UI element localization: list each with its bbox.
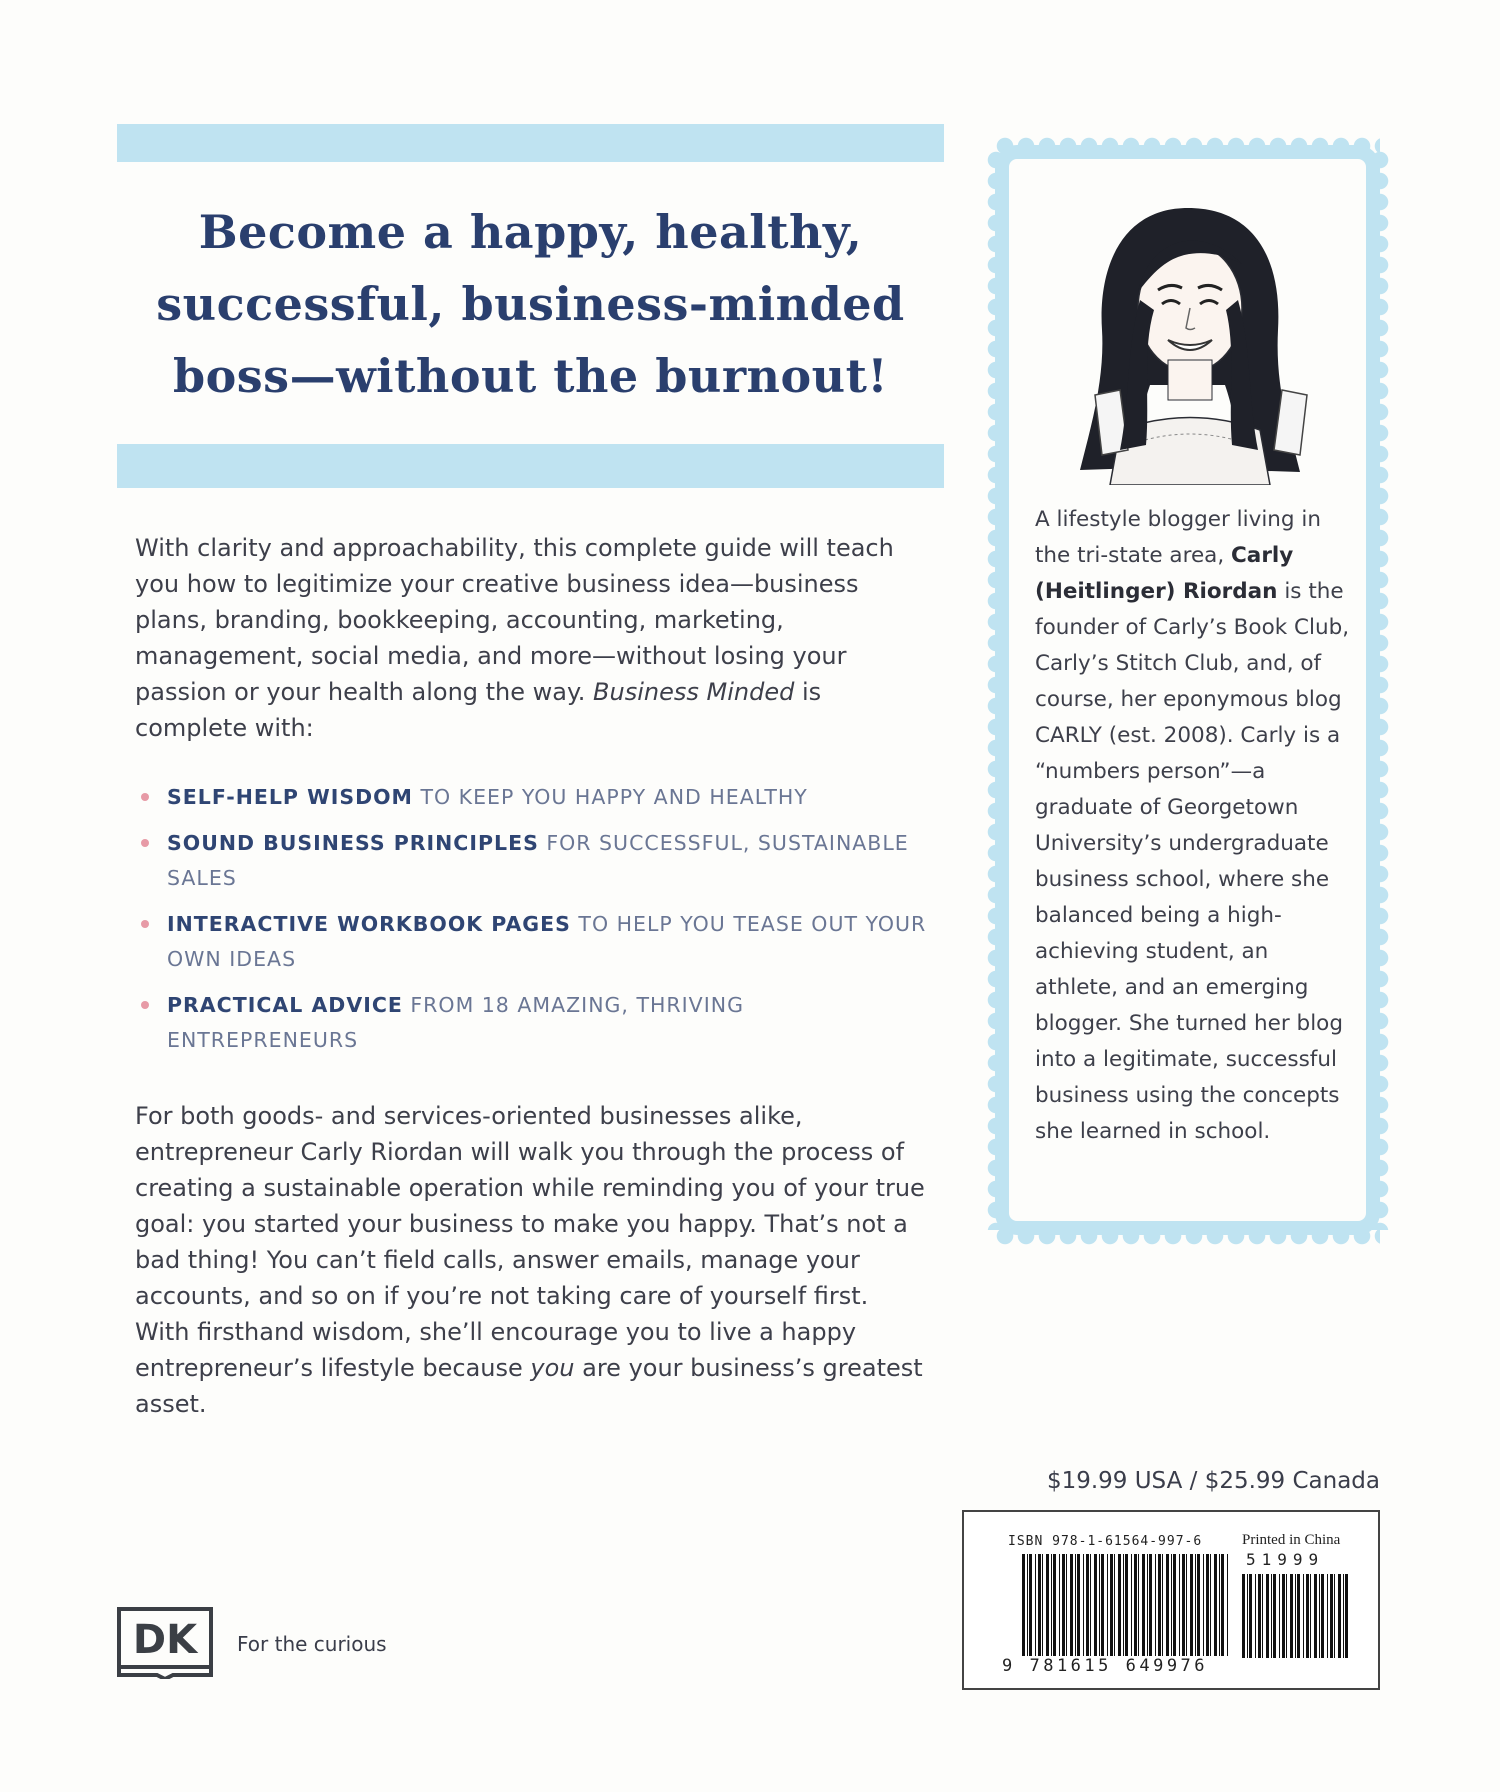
barcode-bar [1186,1554,1187,1656]
barcode-bar [1286,1574,1287,1658]
bullet-dot-icon [141,793,149,801]
feature-item [135,780,935,815]
barcode-bar [1042,1554,1043,1656]
barcode-bar [1345,1574,1348,1658]
ean-digits: 9 781615 649976 [1002,1656,1209,1676]
barcode-bar [1195,1554,1196,1656]
barcode-bar [1255,1574,1256,1658]
barcode-bar [1131,1554,1132,1656]
barcode-bar [1214,1554,1217,1656]
headline-line-3: boss—without the burnout! [172,349,889,403]
barcode-bar [1110,1554,1113,1656]
author-bio-text-2: is the founder of Carly’s Book Club, Carly’s Stitch Club, and, of course, her eponymous blog CARLY (est. 2008). Carly is a “numbers person”—a graduate of Georgetown University’s undergraduate business school, where she balanced being a high-achieving student, an athlete, and an emerging blogger. She turned her blog into a legitimate, successful business using the concepts she learned in school. [1035,579,1350,1144]
barcode-bar [1118,1554,1121,1656]
book-title: Business Minded [593,678,795,706]
barcode-bar [1262,1574,1263,1658]
barcode-bar [1303,1574,1304,1658]
barcode-bar [1107,1554,1108,1656]
barcode-bar [1166,1554,1169,1656]
barcode-bar [1327,1574,1328,1658]
barcode-bar [1070,1554,1073,1656]
barcode-bar [1051,1554,1052,1656]
barcode-bar [1321,1574,1324,1658]
barcode-bar [1247,1574,1248,1658]
ean-barcode [1022,1554,1232,1656]
intro-paragraph [135,530,925,746]
barcode-bar [1330,1574,1333,1658]
intro-text-2: is complete with: [135,678,822,742]
barcode-bar [1046,1554,1049,1656]
printed-in-label: Printed in China [1242,1532,1341,1548]
feature-lead: SELF-HELP WISDOM [167,785,413,809]
barcode-bar [1059,1554,1060,1656]
barcode-box [962,1510,1380,1690]
barcode-bar [1227,1554,1228,1656]
barcode-bar [1206,1554,1209,1656]
barcode-bar [1290,1574,1293,1658]
feature-lead: INTERACTIVE WORKBOOK PAGES [167,912,571,936]
barcode-bar [1279,1574,1280,1658]
barcode-bar [1083,1554,1084,1656]
barcode-bar [1273,1574,1276,1658]
feature-item [135,826,935,896]
barcode-bar [1173,1554,1176,1656]
barcode-bar [1249,1574,1252,1658]
isbn-label: ISBN 978-1-61564-997-6 [1008,1534,1203,1549]
barcode-bar [1310,1574,1311,1658]
feature-lead: PRACTICAL ADVICE [167,993,403,1017]
bullet-dot-icon [141,1001,149,1009]
publisher-tagline: For the curious [237,1632,387,1656]
barcode-bar [1319,1574,1320,1658]
barcode-bar [1101,1554,1104,1656]
barcode-bar [1123,1554,1124,1656]
barcode-bar [1147,1554,1148,1656]
feature-rest: FROM 18 AMAZING, THRIVING ENTREPRENEURS [167,993,744,1052]
author-name: Carly (Heitlinger) Riordan [1035,543,1294,604]
author-portrait [1050,200,1325,485]
barcode-bar [1210,1554,1211,1656]
barcode-bar [1221,1554,1224,1656]
closing-italic: you [530,1354,575,1382]
barcode-bar [1099,1554,1100,1656]
barcode-bar [1158,1554,1161,1656]
barcode-bar [1090,1554,1091,1656]
barcode-bar [1149,1554,1152,1656]
bullet-dot-icon [141,920,149,928]
feature-rest: FOR SUCCESSFUL, SUSTAINABLE SALES [167,831,909,890]
dk-logo-text: DK [132,1617,198,1663]
headline [117,196,944,412]
barcode-bar [1171,1554,1172,1656]
feature-rest: TO KEEP YOU HAPPY AND HEALTHY [412,785,808,809]
barcode-bar [1295,1574,1296,1658]
barcode-bar [1282,1574,1285,1658]
price-label: $19.99 USA / $25.99 Canada [1046,1468,1380,1494]
barcode-bar [1075,1554,1076,1656]
barcode-bar [1125,1554,1128,1656]
barcode-bar [1190,1554,1193,1656]
intro-text-1: With clarity and approachability, this complete guide will teach you how to legitimize your creative business idea—business plans, branding, bookkeeping, accounting, marketing, management, social media, and more—without losing your passion or your health along the way. [135,534,894,706]
barcode-bar [1162,1554,1163,1656]
barcode-bar [1053,1554,1056,1656]
barcode-bar [1142,1554,1145,1656]
price-code: 51999 [1246,1550,1325,1569]
barcode-bar [1155,1554,1156,1656]
headline-line-2: successful, business-minded [156,277,905,331]
feature-item [135,907,935,977]
barcode-bar [1029,1554,1032,1656]
barcode-bar [1138,1554,1139,1656]
barcode-bar [1242,1574,1245,1658]
top-band [117,124,944,162]
barcode-bar [1203,1554,1204,1656]
author-bio-text-1: A lifestyle blogger living in the tri-state area, [1035,507,1321,568]
barcode-bar [1022,1554,1025,1656]
feature-list [135,780,935,1069]
barcode-bar [1114,1554,1115,1656]
barcode-bar [1066,1554,1067,1656]
barcode-bar [1197,1554,1200,1656]
barcode-bar [1314,1574,1317,1658]
barcode-bar [1086,1554,1089,1656]
headline-line-1: Become a happy, healthy, [198,205,863,259]
barcode-bar [1266,1574,1269,1658]
barcode-bar [1027,1554,1028,1656]
barcode-bar [1182,1554,1185,1656]
barcode-bar [1134,1554,1137,1656]
barcode-bar [1343,1574,1344,1658]
barcode-bar [1062,1554,1065,1656]
barcode-bar [1035,1554,1036,1656]
closing-text-2: are your business’s greatest asset. [135,1354,923,1418]
barcode-bar [1258,1574,1261,1658]
barcode-bar [1306,1574,1309,1658]
barcode-bar [1094,1554,1097,1656]
feature-lead: SOUND BUSINESS PRINCIPLES [167,831,539,855]
barcode-bar [1338,1574,1341,1658]
closing-paragraph [135,1098,925,1422]
price-barcode [1242,1574,1350,1658]
barcode-bar [1271,1574,1272,1658]
barcode-bar [1297,1574,1300,1658]
bottom-band [117,444,944,488]
author-bio [1035,502,1355,1150]
barcode-bar [1219,1554,1220,1656]
closing-text-1: For both goods- and services-oriented businesses alike, entrepreneur Carly Riordan will walk you through the process of creating a sustainable operation while reminding you of your true goal: you started your business to make you happy. That’s not a bad thing! You can’t field calls, answer emails, manage your accounts, and so on if you’re not taking care of yourself first. With firsthand wisdom, she’ll encourage you to live a happy entrepreneur’s lifestyle because [135,1102,925,1382]
dk-logo [117,1607,213,1679]
bullet-dot-icon [141,839,149,847]
feature-item [135,988,935,1058]
barcode-bar [1077,1554,1080,1656]
barcode-bar [1179,1554,1180,1656]
barcode-bar [1038,1554,1041,1656]
feature-rest: TO HELP YOU TEASE OUT YOUR OWN IDEAS [167,912,927,971]
barcode-bar [1334,1574,1335,1658]
